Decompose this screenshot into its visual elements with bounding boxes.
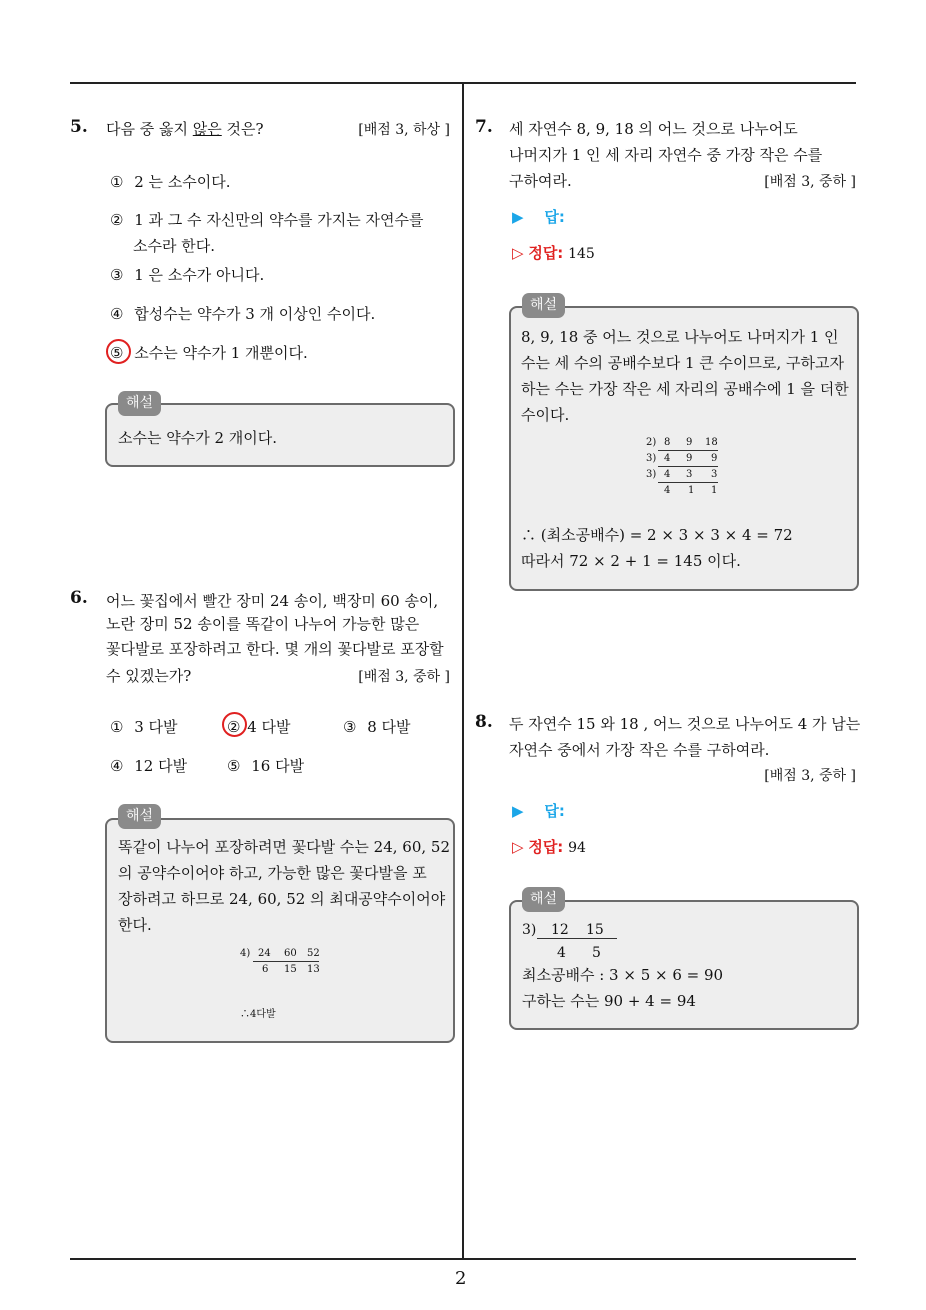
q7-division-cell: 3) (646, 453, 657, 464)
q5-choice-2-num: ② (110, 211, 124, 229)
q7-division-cell: 3 (686, 469, 693, 480)
q8-correct-label: 정답: (528, 838, 564, 856)
q7-answer-row[interactable] (512, 206, 565, 227)
q6-line-2: 노란 장미 52 송이를 똑같이 나누어 가능한 많은 (106, 615, 420, 633)
q8-correct-row (512, 836, 586, 857)
q5-choice-3-text: 1 은 소수가 아니다. (134, 266, 265, 284)
q6-choice-5-text: 16 다발 (251, 757, 305, 775)
q7-correct-label: 정답: (528, 244, 564, 262)
q6-choice-3-text: 8 다발 (367, 718, 411, 736)
play-icon: ▶ (512, 802, 524, 820)
q5-explain-tab: 해설 (118, 391, 161, 416)
q7-line-3: 구하여라. (509, 172, 572, 190)
q6-explain-line-3: 장하려고 하므로 24, 60, 52 의 최대공약수이어야 (118, 890, 446, 908)
q7-division-cell: 9 (686, 437, 693, 448)
q6-line-4: 수 있겠는가? (106, 667, 192, 685)
q7-division-rule (658, 466, 718, 467)
q7-explain-line-1: 8, 9, 18 중 어느 것으로 나누어도 나머지가 1 인 (521, 328, 839, 346)
q6-number: 6. (70, 588, 88, 608)
q7-division-rule (658, 450, 718, 451)
q8-meta: [배점 3, 중하 ] (764, 768, 856, 784)
q6-choice-4-num: ④ (110, 757, 124, 775)
q7-division-cell: 18 (705, 437, 718, 448)
q5-choice-1-text: 2 는 소수이다. (134, 173, 231, 191)
q7-division-cell: 3) (646, 469, 657, 480)
q8-result-line-2: 구하는 수는 90 + 4 = 94 (522, 992, 696, 1010)
q7-division-cell: 4 (664, 485, 671, 496)
q7-division-cell: 1 (688, 485, 695, 496)
q6-explain-line-4: 한다. (118, 916, 152, 934)
q7-division-cell: 8 (664, 437, 671, 448)
bottom-rule (70, 1258, 856, 1260)
q8-division-cell: 4 (557, 945, 566, 961)
q5-choice-4-num: ④ (110, 305, 124, 323)
q6-explain-tab: 해설 (118, 804, 161, 829)
q5-choice-5-num: ⑤ (110, 344, 124, 362)
q5-choice-4[interactable] (110, 303, 375, 324)
q7-correct-value: 145 (568, 246, 595, 262)
q7-result-line-2: 따라서 72 × 2 + 1 = 145 이다. (521, 552, 741, 570)
q8-result-line-1: 최소공배수 : 3 × 5 × 6 = 90 (522, 966, 724, 984)
q6-choice-1[interactable] (110, 716, 178, 737)
q6-line-1: 어느 꽃집에서 빨간 장미 24 송이, 백장미 60 송이, (106, 592, 439, 610)
q7-explain-tab: 해설 (522, 293, 565, 318)
q6-choice-3[interactable] (343, 716, 411, 737)
q7-result-line-1: ∴ (최소공배수) = 2 × 3 × 3 × 4 = 72 (521, 526, 793, 544)
q7-division-cell: 2) (646, 437, 657, 448)
q5-choice-4-text: 합성수는 약수가 3 개 이상인 수이다. (134, 305, 376, 323)
q8-division-cell: 5 (592, 945, 601, 961)
q7-answer-label: 답: (544, 208, 565, 226)
q6-choice-2-text: 4 다발 (247, 718, 291, 736)
q7-division-rule (658, 482, 718, 483)
q6-choice-2-num: ② (227, 718, 241, 736)
q5-choice-1[interactable] (110, 171, 231, 192)
q6-division-divisor: 4) (240, 948, 251, 959)
q8-division-rule (537, 938, 617, 939)
q6-choice-2[interactable] (227, 716, 291, 737)
q6-explain-line-1: 똑같이 나누어 포장하려면 꽃다발 수는 24, 60, 52 (118, 838, 451, 856)
q8-division-cell: 15 (586, 922, 604, 938)
q8-correct-value: 94 (568, 840, 586, 856)
play-outline-icon: ▷ (512, 244, 524, 262)
q7-meta: [배점 3, 중하 ] (764, 174, 856, 190)
q6-division-cell: 6 (262, 964, 269, 975)
q8-answer-row[interactable] (512, 800, 565, 821)
play-icon: ▶ (512, 208, 524, 226)
q6-division-rule (253, 961, 319, 962)
q5-choice-3-num: ③ (110, 266, 124, 284)
q5-choice-2[interactable] (110, 209, 424, 230)
q5-choice-1-num: ① (110, 173, 124, 191)
q5-choice-5[interactable] (110, 342, 308, 363)
q6-choice-1-num: ① (110, 718, 124, 736)
q5-text-underlined: 않은 (192, 120, 222, 138)
q6-division-cell: 15 (284, 964, 297, 975)
q7-explain-line-4: 수이다. (521, 406, 570, 424)
q7-line-2: 나머지가 1 인 세 자리 자연수 중 가장 작은 수를 (509, 146, 823, 164)
q7-division-cell: 9 (711, 453, 718, 464)
q6-choice-3-num: ③ (343, 718, 357, 736)
q7-division-cell: 9 (686, 453, 693, 464)
q6-choice-4-text: 12 다발 (134, 757, 188, 775)
q7-division-cell: 4 (664, 469, 671, 480)
q5-choice-2-text: 1 과 그 수 자신만의 약수를 가지는 자연수를 (134, 211, 424, 229)
q6-meta: [배점 3, 중하 ] (358, 669, 450, 685)
q5-number: 5. (70, 117, 88, 137)
q5-explain-text: 소수는 약수가 2 개이다. (118, 429, 278, 447)
q8-answer-label: 답: (544, 802, 565, 820)
q6-division-cell: 13 (307, 964, 320, 975)
q6-choice-5-num: ⑤ (227, 757, 241, 775)
q5-text-before: 다음 중 옳지 (106, 120, 193, 138)
q7-explain-line-2: 수는 세 수의 공배수보다 1 큰 수이므로, 구하고자 (521, 354, 844, 372)
page-number: 2 (455, 1268, 467, 1289)
q8-division-cell: 12 (551, 922, 569, 938)
q5-choice-3[interactable] (110, 264, 264, 285)
q5-text (106, 118, 264, 139)
q8-number: 8. (475, 712, 493, 732)
q6-choice-4[interactable] (110, 755, 187, 776)
q7-line-1: 세 자연수 8, 9, 18 의 어느 것으로 나누어도 (509, 120, 798, 138)
q7-division-cell: 4 (664, 453, 671, 464)
q7-division-cell: 3 (711, 469, 718, 480)
q6-division-cell: 52 (307, 948, 320, 959)
q6-line-3: 꽃다발로 포장하려고 한다. 몇 개의 꽃다발로 포장할 (106, 640, 444, 658)
q8-line-2: 자연수 중에서 가장 작은 수를 구하여라. (509, 741, 770, 759)
q7-explain-box (509, 306, 859, 591)
q7-division-cell: 1 (711, 485, 718, 496)
play-outline-icon: ▷ (512, 838, 524, 856)
q8-explain-tab: 해설 (522, 887, 565, 912)
q8-line-1: 두 자연수 15 와 18 , 어느 것으로 나누어도 4 가 남는 (509, 715, 861, 733)
q6-division-cell: 24 (258, 948, 271, 959)
q5-choice-5-text: 소수는 약수가 1 개뿐이다. (134, 344, 308, 362)
q5-choice-2-cont: 소수라 한다. (133, 237, 215, 255)
q5-meta: [배점 3, 하상 ] (358, 122, 450, 138)
q6-conclusion: ∴4다발 (240, 1009, 276, 1020)
q7-explain-line-3: 하는 수는 가장 작은 세 자리의 공배수에 1 을 더한 (521, 380, 849, 398)
q6-choice-5[interactable] (227, 755, 304, 776)
q6-division-cell: 60 (284, 948, 297, 959)
q8-division-divisor: 3) (522, 922, 537, 938)
q6-explain-line-2: 의 공약수이어야 하고, 가능한 많은 꽃다발을 포 (118, 864, 427, 882)
q7-correct-row (512, 242, 595, 263)
q5-text-after: 것은? (221, 120, 264, 138)
q7-number: 7. (475, 117, 493, 137)
q6-choice-1-text: 3 다발 (134, 718, 178, 736)
column-divider (462, 82, 464, 1260)
